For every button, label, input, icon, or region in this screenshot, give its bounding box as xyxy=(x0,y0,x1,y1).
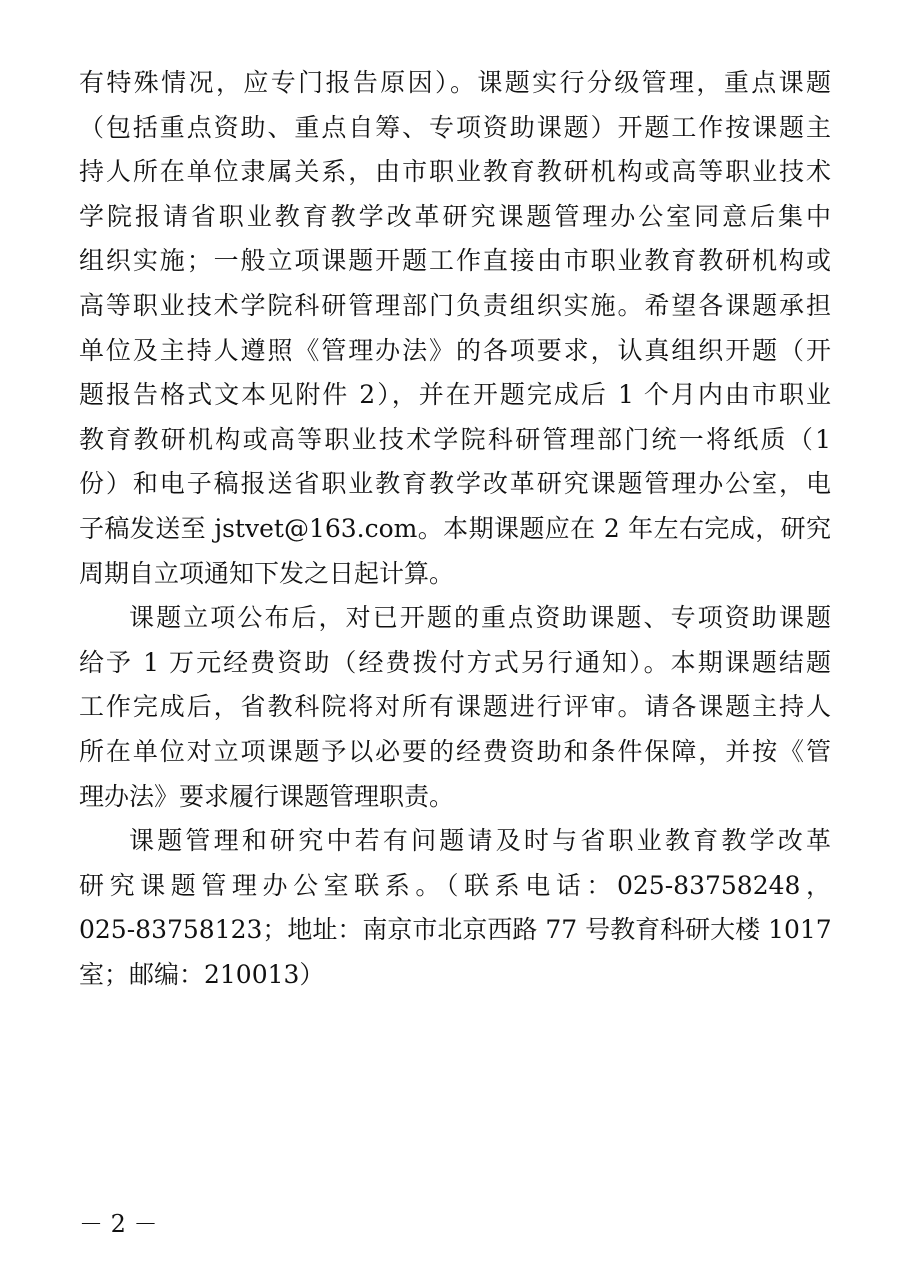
text-line: 理办法》要求履行课题管理职责。 xyxy=(79,781,455,811)
text-line: 课题立项公布后，对已开题的重点资助课题、专项资助课题 xyxy=(129,603,831,633)
text-line: 025-83758123；地址：南京市北京西路 77 号教育科研大楼 1017 xyxy=(79,915,832,945)
text-line: 子稿发送至 jstvet@163.com。本期课题应在 2 年左右完成，研究 xyxy=(79,513,831,543)
text-line: （包括重点资助、重点自筹、专项资助课题）开题工作按课题主 xyxy=(79,112,831,142)
page-number: － 2 － xyxy=(79,1210,158,1238)
document-body xyxy=(79,61,831,997)
text-line: 份）和电子稿报送省职业教育教学改革研究课题管理办公室，电 xyxy=(79,469,831,499)
text-line: 持人所在单位隶属关系，由市职业教育教研机构或高等职业技术 xyxy=(79,157,831,187)
text-line: 题报告格式文本见附件 2），并在开题完成后 1 个月内由市职业 xyxy=(79,380,831,410)
text-line: 单位及主持人遵照《管理办法》的各项要求，认真组织开题（开 xyxy=(79,335,831,365)
paragraph-1 xyxy=(79,61,831,596)
text-line: 所在单位对立项课题予以必要的经费资助和条件保障，并按《管 xyxy=(79,736,831,766)
text-line: 室；邮编：210013） xyxy=(79,959,325,989)
paragraph-3 xyxy=(79,819,831,997)
text-line: 课题管理和研究中若有问题请及时与省职业教育教学改革 xyxy=(129,826,831,856)
text-line: 给予 1 万元经费资助（经费拨付方式另行通知）。本期课题结题 xyxy=(79,647,831,677)
text-line: 研究课题管理办公室联系。（联系电话：025-83758248， xyxy=(79,870,831,900)
text-line: 学院报请省职业教育教学改革研究课题管理办公室同意后集中 xyxy=(79,201,831,231)
text-line: 工作完成后，省教科院将对所有课题进行评审。请各课题主持人 xyxy=(79,692,831,722)
text-line: 教育教研机构或高等职业技术学院科研管理部门统一将纸质（1 xyxy=(79,424,831,454)
paragraph-2 xyxy=(79,596,831,819)
text-line: 有特殊情况，应专门报告原因）。课题实行分级管理，重点课题 xyxy=(79,68,831,97)
text-line: 周期自立项通知下发之日起计算。 xyxy=(79,558,455,588)
text-line: 高等职业技术学院科研管理部门负责组织实施。希望各课题承担 xyxy=(79,290,831,320)
text-line: 组织实施；一般立项课题开题工作直接由市职业教育教研机构或 xyxy=(79,246,831,276)
